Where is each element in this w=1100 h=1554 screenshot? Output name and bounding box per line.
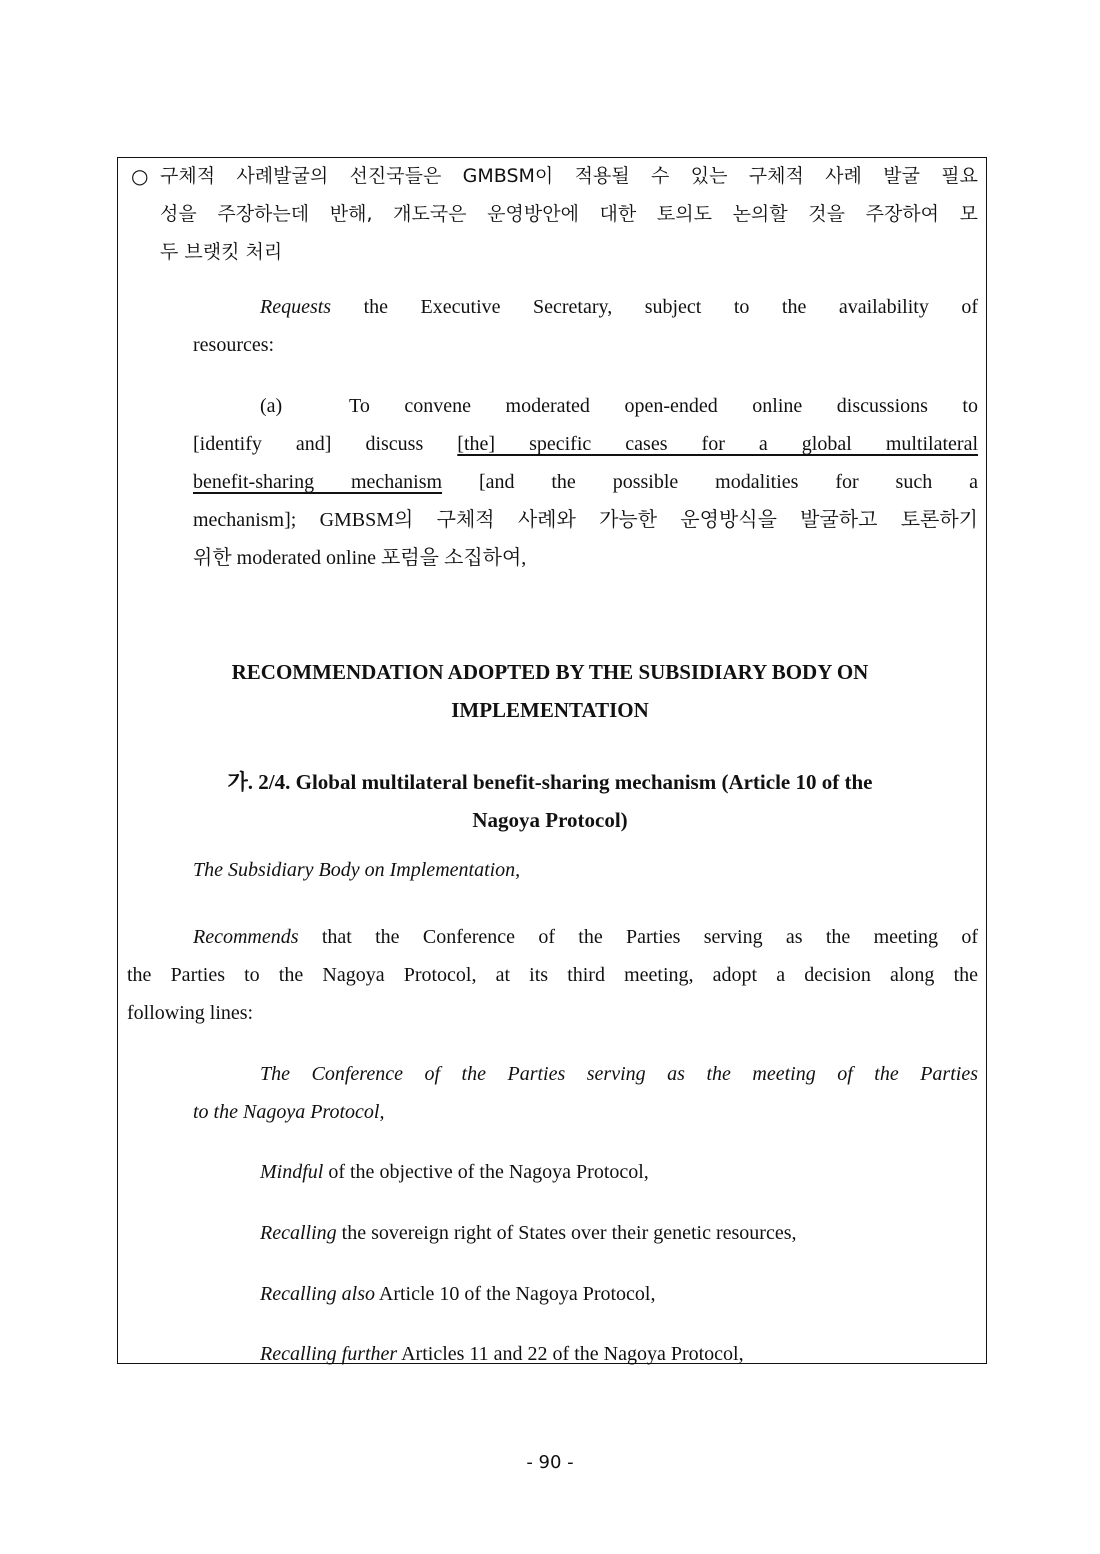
recommends-line-2: the Parties to the Nagoya Protocol, at its third meeting, adopt a decision along the [127, 964, 978, 986]
recalling-paragraph: Recalling the sovereign right of States over their genetic resources, [260, 1222, 797, 1244]
recalling-also-paragraph: Recalling also Article 10 of the Nagoya Protocol, [260, 1283, 656, 1305]
recommends-italic: Recommends [193, 926, 299, 948]
recommends-line-1: Recommends that the Conference of the Parties serving as the meeting of [193, 926, 978, 948]
item-a-line-5: 위한 moderated online 포럼을 소집하여, [193, 547, 527, 569]
underlined-text: [the] specific cases for a global multilateral [457, 433, 979, 455]
recommendation-heading: RECOMMENDATION ADOPTED BY THE SUBSIDIARY BODY ON IMPLEMENTATION [231, 660, 869, 722]
cop-line-1: The Conference of the Parties serving as the meeting of the Parties [260, 1063, 978, 1085]
item-a-line-2: [identify and] discuss [the] specific cases for a global multilateral [193, 433, 979, 455]
requests-line-1: Requests the Executive Secretary, subject to the availability of [260, 296, 978, 318]
bullet-line-1: 구체적 사례발굴의 선진국들은 GMBSM이 적용될 수 있는 구체적 사례 발굴 필요 [160, 165, 978, 187]
item-a-line-1: To convene moderated open-ended online discussions to [349, 395, 978, 417]
bullet-marker: ○ [131, 164, 149, 188]
bullet-line-2: 성을 주장하는데 반해, 개도국은 운영방안에 대한 토의도 논의할 것을 주장하여 모 [160, 203, 978, 225]
recommends-line-3: following lines: [127, 1002, 254, 1024]
bullet-line-3: 두 브랫킷 처리 [160, 241, 283, 263]
item-a-line-4: mechanism]; GMBSM의 구체적 사례와 가능한 운영방식을 발굴하고 토론하기 [193, 509, 978, 531]
underlined-text: benefit-sharing mechanism [193, 471, 443, 493]
sbi-line: The Subsidiary Body on Implementation, [193, 859, 521, 881]
item-a-line-3: benefit-sharing mechanism [and the possible modalities for such a [193, 471, 978, 493]
cop-line-2: to the Nagoya Protocol, [193, 1101, 385, 1123]
mindful-paragraph: Mindful of the objective of the Nagoya Protocol, [260, 1161, 649, 1183]
requests-line-2: resources: [193, 334, 275, 356]
section-heading: 가. 2/4. Global multilateral benefit-sharing mechanism (Article 10 of the Nagoya Protocol) [227, 770, 873, 832]
requests-italic: Requests [260, 296, 332, 318]
item-a-label: (a) [260, 395, 283, 417]
recalling-further-paragraph: Recalling further Articles 11 and 22 of the Nagoya Protocol, [260, 1343, 744, 1365]
page-number: - 90 - [526, 1452, 574, 1473]
